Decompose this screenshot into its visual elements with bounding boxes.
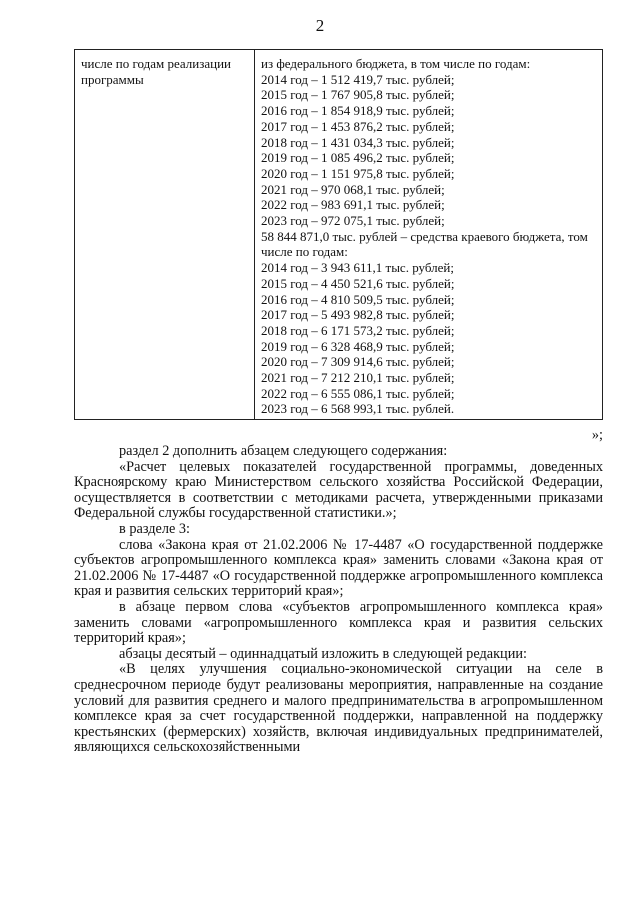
paragraph-law-replacement: слова «Закона края от 21.02.2006 № 17-4487 «О государственной поддержке субъектов агропромышленного комплекса края» заменить словами «Закона края от 21.02.2006 № 17-4487 «О государственной поддержке агропромышленного комплекса края и развития сельских территорий края»;: [74, 536, 603, 600]
funding-line: 2014 год – 3 943 611,1 тыс. рублей;: [261, 260, 454, 276]
paragraph-tenth-eleventh: абзацы десятый – одиннадцатый изложить в следующей редакции:: [119, 645, 527, 662]
funding-line: 2016 год – 4 810 509,5 тыс. рублей;: [261, 291, 455, 307]
funding-line: 2016 год – 1 854 918,9 тыс. рублей;: [261, 103, 455, 119]
budget-table: [74, 49, 603, 420]
table-row: [75, 50, 603, 420]
funding-lines: [261, 56, 597, 417]
funding-line: из федерального бюджета, в том числе по годам:: [261, 56, 531, 71]
funding-line: 2018 год – 1 431 034,3 тыс. рублей;: [261, 134, 455, 150]
funding-line: 2022 год – 6 555 086,1 тыс. рублей;: [261, 385, 455, 401]
funding-line: 2023 год – 972 075,1 тыс. рублей;: [261, 213, 445, 229]
table-left-cell: числе по годам реализации программы: [75, 50, 255, 420]
funding-line: 2022 год – 983 691,1 тыс. рублей;: [261, 197, 445, 213]
funding-line: 2017 год – 1 453 876,2 тыс. рублей;: [261, 118, 455, 134]
paragraph-section2-quote: «Расчет целевых показателей государственной программы, доведенных Красноярскому краю Министерством сельского хозяйства Российской Федерации, осуществляется в соответствии с методиками расчета, утвержденными приказами Федеральной службы государственной статистики.»;: [74, 458, 603, 522]
funding-line: 58 844 871,0 тыс. рублей – средства краевого бюджета, том числе по годам:: [261, 228, 588, 260]
funding-line: 2018 год – 6 171 573,2 тыс. рублей;: [261, 322, 455, 338]
funding-line: 2017 год – 5 493 982,8 тыс. рублей;: [261, 307, 455, 323]
page-number: 2: [315, 16, 325, 35]
funding-line: 2020 год – 1 151 975,8 тыс. рублей;: [261, 165, 455, 181]
funding-line: 2015 год – 1 767 905,8 тыс. рублей;: [261, 87, 455, 103]
paragraph-section3-intro: в разделе 3:: [119, 520, 191, 537]
funding-line: 2014 год – 1 512 419,7 тыс. рублей;: [261, 71, 455, 87]
funding-line: 2019 год – 1 085 496,2 тыс. рублей;: [261, 150, 455, 166]
funding-line: 2015 год – 4 450 521,6 тыс. рублей;: [261, 275, 455, 291]
funding-line: 2019 год – 6 328 468,9 тыс. рублей;: [261, 338, 455, 354]
paragraph-section2-intro: раздел 2 дополнить абзацем следующего содержания:: [119, 443, 448, 459]
funding-line: 2023 год – 6 568 993,1 тыс. рублей.: [261, 401, 455, 417]
closing-mark: »;: [591, 427, 603, 443]
table-right-cell: [255, 50, 603, 420]
body-text: [74, 428, 603, 756]
paragraph-first-replacement: в абзаце первом слова «субъектов агропромышленного комплекса края» заменить словами «агропромышленного комплекса края и развития сельских территорий края»;: [74, 598, 603, 647]
funding-line: 2020 год – 7 309 914,6 тыс. рублей;: [261, 354, 455, 370]
funding-line: 2021 год – 970 068,1 тыс. рублей;: [261, 181, 445, 197]
funding-line: 2021 год – 7 212 210,1 тыс. рублей;: [261, 370, 455, 386]
paragraph-new-text: «В целях улучшения социально-экономической ситуации на селе в среднесрочном периоде будут реализованы мероприятия, направленные на создание условий для развития среднего и малого предпринимательства в агропромышленном комплексе края за счет государственной поддержки, направленной на поддержку крестьянских (фермерских) хозяйств, включая индивидуальных предпринимателей, являющихся сельскохозяйственными: [74, 661, 603, 756]
